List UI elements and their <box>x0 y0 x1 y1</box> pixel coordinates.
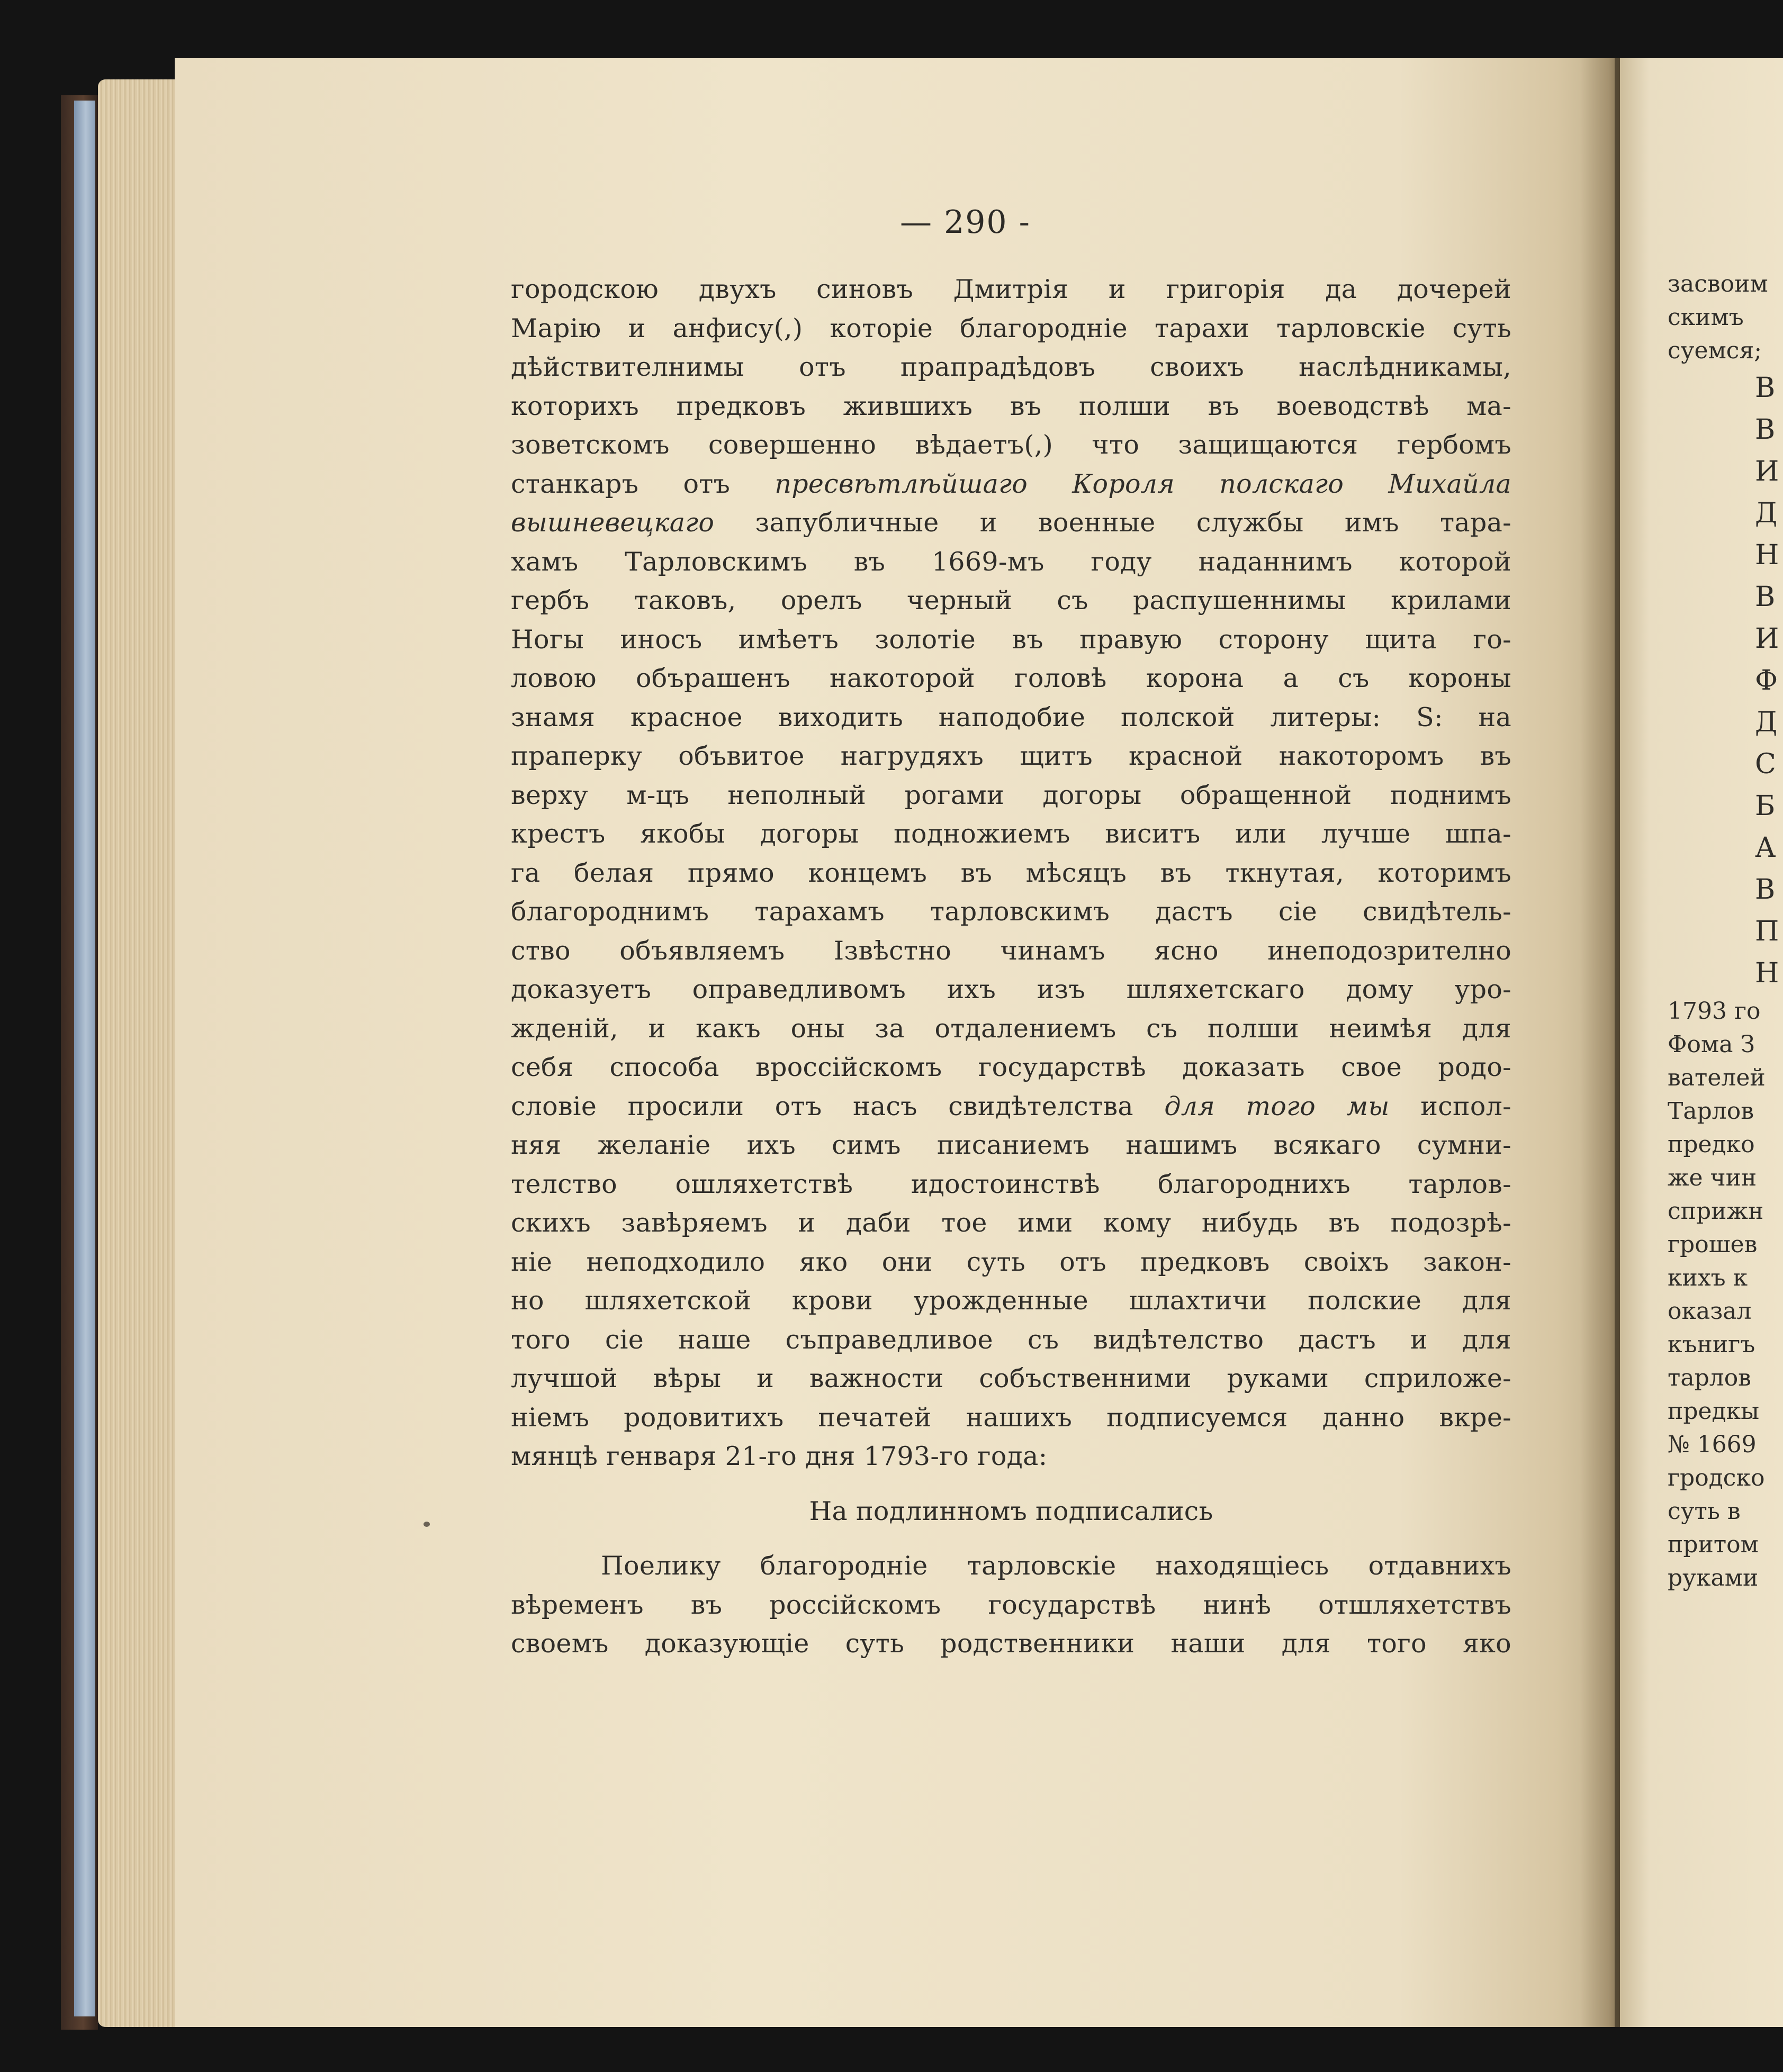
fragment-line: гродско <box>1668 1464 1765 1491</box>
text-line: телство ошляхетствѣ идостоинствѣ благороднихъ тарлов- <box>511 1169 1511 1199</box>
fragment-line: кънигъ <box>1668 1331 1755 1358</box>
page-number: — 290 - <box>900 204 1031 241</box>
fragment-line: грошев <box>1668 1231 1758 1258</box>
text-line: вышневецкаго запубличные и военные службы имъ тара- <box>511 508 1511 538</box>
text-line: дѣйствителнимы отъ прапрадѣдовъ своихъ наслѣдникамы, <box>511 352 1511 382</box>
text-line: скихъ завѣряемъ и даби тое ими кому нибудь въ подозрѣ- <box>511 1208 1511 1238</box>
fragment-line: предко <box>1668 1131 1755 1158</box>
text-line: га белая прямо концемъ въ мѣсяцъ въ ткнутая, которимъ <box>511 857 1511 888</box>
fragment-name: В <box>1755 372 1776 404</box>
fragment-line: вателей <box>1668 1064 1766 1091</box>
text-line: мянцѣ генваря 21-го дня 1793-го года: <box>511 1441 1048 1471</box>
fragment-name: Ф <box>1755 665 1778 696</box>
text-line: Ногы иносъ имѣетъ золотіе въ правую сторону щита го- <box>511 624 1511 655</box>
fragment-line: засвоим <box>1668 270 1768 297</box>
italic-phrase: для того мы <box>1164 1091 1390 1121</box>
text-line: ловою обърашенъ накоторой головѣ корона а съ короны <box>511 663 1511 693</box>
text-line: крестъ якобы догоры подножиемъ виситъ или лучше шпа- <box>511 819 1511 849</box>
fragment-line: суемся; <box>1668 337 1762 364</box>
fragment-line: скимъ <box>1668 304 1744 331</box>
facing-page-fragments <box>1668 267 1783 1595</box>
italic-phrase: вышневецкаго <box>511 508 715 538</box>
fragment-line: Тарлов <box>1668 1098 1754 1125</box>
text-line: своемъ доказующіе суть родственники наши для того яко <box>511 1628 1511 1659</box>
fragment-line: тарлов <box>1668 1364 1751 1391</box>
text-line: Марію и анфису(,) которіе благородніе тарахи тарловскіе суть <box>511 313 1511 343</box>
text-line: благороднимъ тарахамъ тарловскимъ дастъ сіе свидѣтель- <box>511 897 1511 927</box>
text-line: Поелику благородніе тарловскіе находящіесь отдавнихъ <box>601 1551 1511 1581</box>
text-line: праперку объвитое нагрудяхъ щитъ красной накоторомъ въ <box>511 741 1511 771</box>
text-line: ство объявляемъ Ізвѣстно чинамъ ясно инеподозрително <box>511 935 1511 966</box>
fragment-name: Н <box>1755 957 1779 989</box>
fragment-name: С <box>1755 748 1776 780</box>
main-text <box>511 270 1511 1663</box>
text-line: себя способа вроссійскомъ государствѣ доказать свое родо- <box>511 1052 1511 1082</box>
fragment-name: П <box>1755 916 1779 947</box>
fragment-name: Н <box>1755 539 1779 571</box>
fragment-name: А <box>1755 832 1776 864</box>
fragment-line: № 1669 <box>1668 1431 1757 1458</box>
fragment-line: 1793 го <box>1668 998 1761 1025</box>
text-line: доказуетъ оправедливомъ ихъ изъ шляхетскаго дому уро- <box>511 974 1511 1005</box>
text-line: гербъ таковъ, орелъ черный съ распушеннимы крилами <box>511 585 1511 616</box>
fragment-name: И <box>1755 456 1779 487</box>
text-line: того сіе наше съправедливое съ видѣтелство дастъ и для <box>511 1324 1511 1355</box>
ink-spot <box>424 1522 430 1527</box>
fragment-line: руками <box>1668 1564 1759 1591</box>
text-line: ніемъ родовитихъ печатей нашихъ подписуемся данно вкре- <box>511 1402 1511 1433</box>
fragment-name: В <box>1755 414 1776 446</box>
text-line: знамя красное виходить наподобие полской литеры: S: на <box>511 702 1511 732</box>
fragment-name: И <box>1755 623 1779 655</box>
fragment-name: Б <box>1755 790 1776 822</box>
fragment-name: В <box>1755 874 1776 906</box>
text-line: вѣременъ въ россійскомъ государствѣ нинѣ отшляхетствъ <box>511 1589 1511 1620</box>
text-line: но шляхетской крови урожденные шлахтичи полские для <box>511 1286 1511 1316</box>
text-line: няя желаніе ихъ симъ писаниемъ нашимъ всякаго сумни- <box>511 1130 1511 1160</box>
fragment-name: В <box>1755 581 1776 613</box>
fragment-line: кихъ к <box>1668 1264 1748 1291</box>
text-line: которихъ предковъ жившихъ въ полши въ воеводствѣ ма- <box>511 391 1511 421</box>
fragment-name: Д <box>1755 707 1778 738</box>
fragment-line: предкы <box>1668 1398 1760 1425</box>
text-line: городскою двухъ синовъ Дмитрія и григорія да дочерей <box>511 274 1511 304</box>
fragment-line: сприжн <box>1668 1198 1764 1225</box>
text-line: зоветскомъ совершенно вѣдаетъ(,) что защищаются гербомъ <box>511 430 1511 460</box>
fragment-line: оказал <box>1668 1298 1752 1325</box>
cover-edge <box>74 101 95 2016</box>
text-line: верху м-цъ неполный рогами догоры обращенной поднимъ <box>511 780 1511 810</box>
fragment-line: суть в <box>1668 1498 1741 1525</box>
text-line: хамъ Тарловскимъ въ 1669-мъ году наданнимъ которой <box>511 546 1511 577</box>
text-line: станкаръ отъ пресвѣтлѣйшаго Короля полскаго Михайла <box>511 468 1511 499</box>
fragment-line: притом <box>1668 1531 1759 1558</box>
fragment-line: Фома З <box>1668 1031 1755 1058</box>
text-line: словіе просили отъ насъ свидѣтелства для того мы испол- <box>511 1091 1511 1121</box>
text-line: жденій, и какъ оны за отдалениемъ съ полши неимѣя для <box>511 1013 1511 1044</box>
text-line: ніе неподходило яко они суть отъ предковъ своіхъ закон- <box>511 1246 1511 1277</box>
fragment-line: же чин <box>1668 1164 1757 1191</box>
italic-phrase: пресвѣтлѣйшаго Короля полскаго Михайла <box>775 468 1511 499</box>
text-line: лучшой вѣры и важности собъственними руками сприложе- <box>511 1363 1511 1394</box>
section-heading: На подлинномъ подписались <box>809 1496 1213 1526</box>
fragment-name: Д <box>1755 497 1778 529</box>
page-stack <box>98 79 183 2027</box>
